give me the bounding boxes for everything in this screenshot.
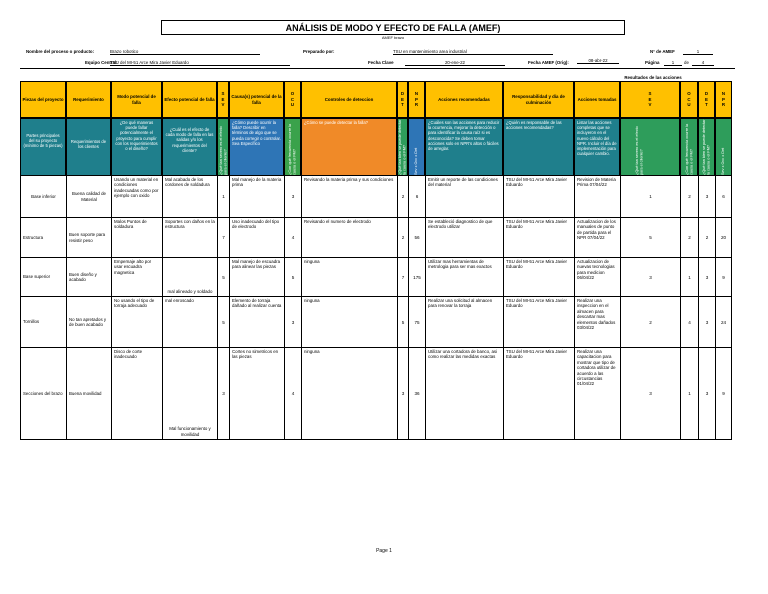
hint-taken: Listar las acciones completas que se incluyeron en el nuevo cálculo del NPR. Incluir el día de implementación para cualquier cambio. [577, 120, 617, 157]
cell-controls: Revisando el numero de electrodo [304, 219, 371, 224]
hint-actions: ¿Cuáles son las acciones para reducir la ocurrencia, mejorar la detección o para identificar la causa raíz si es desconocida? Se deben tomar acciones solo en NPR's altos o fáciles de arreglar. [428, 120, 500, 152]
cell-taken: Revision de Materia Prima 07/04/22 [577, 177, 616, 188]
cell-sev: 3 [222, 391, 225, 396]
cell-cause: Uso inadecuado del tipo de electrodo [232, 219, 280, 230]
cell-requirement: No tan apretados y de buen acabado [69, 316, 107, 327]
header-cause: Causa(s) potencial de la falla [231, 94, 282, 105]
cell-r-occ: 1 [688, 391, 691, 396]
key-date-value: 20-ene-22 [405, 60, 505, 66]
cell-sev: 7 [222, 235, 225, 240]
page-de: de [684, 60, 689, 65]
cell-pieces: Tornillos [23, 319, 40, 325]
header-pieces: Piezas del proyecto [22, 96, 64, 102]
hint-pieces: Partes principales del su proyecto (mínimo de 5 piezas) [23, 133, 63, 149]
cell-r-npr: 24 [720, 319, 727, 325]
hint-sev: ¿Qué tan severo es el efecto para el cliente? [218, 126, 227, 175]
cell-r-npr: 6 [722, 194, 725, 199]
header-r-npr: N P R [721, 91, 726, 108]
cell-det: 5 [401, 319, 405, 325]
header-sev: S E V [221, 91, 225, 108]
cell-occ: 4 [291, 391, 295, 396]
cell-failure-mode: Disco de corte inadecuado [114, 349, 143, 360]
cell-r-det: 3 [705, 194, 709, 199]
cell-npr: 36 [414, 391, 420, 396]
cell-r-npr: 9 [722, 391, 725, 396]
cell-occ: 5 [291, 274, 295, 280]
cell-r-occ: 1 [688, 274, 691, 280]
orig-date-value: 08-abr-22 [577, 58, 619, 64]
cell-r-det: 3 [705, 319, 709, 325]
cell-taken: Realizar una capacitacion para mostrar que tipo de cortadora utilizar de acuerdo a las circustancias 01/04/22 [577, 349, 616, 387]
cell-cause: Mal manejo de la materia prima [232, 177, 282, 188]
cell-controls: ninguna [304, 349, 320, 354]
cell-effect: mal alineado y soldado [167, 288, 213, 294]
header-requirement: Requerimiento [73, 96, 104, 102]
cell-failure-mode: Usando un material en condiciones inadecuadas como por ejemplo con oxido [114, 177, 159, 199]
cell-sev: 5 [222, 319, 225, 325]
cell-pieces: Secciones del brazo [23, 390, 63, 396]
cell-responsibility: TSU del MI-51 Arce Mira Javier Eduardo [506, 349, 567, 360]
cell-cause: Cortes no simetricos en las piezas [232, 349, 279, 360]
amef-no-value: 1 [683, 49, 713, 55]
cell-npr: 75 [414, 319, 420, 325]
hint-npr: Sev x Occ x Det [414, 147, 419, 175]
cell-pieces: Estructura [23, 234, 44, 240]
cell-controls: Revisando la materia prima y sus condiciones [304, 177, 394, 182]
prepared-value: TSU en mantenimiento area industrial [393, 49, 553, 55]
cell-actions: Emitir un reporte de las condiciones del material [428, 177, 498, 188]
hint-det: ¿Qué tan bien se puede detectar la causa o el FM? [398, 119, 407, 175]
header-actions: Acciones recomendadas [438, 96, 490, 102]
header-det: D E T [400, 91, 405, 108]
cell-responsibility: TSU del MI-51 Arce Mira Javier Eduardo [506, 298, 567, 309]
hint-requirement: Requerimientos de los clientes [70, 139, 107, 150]
hint-r-occ: ¿Con qué frecuencia ocurre la causa o el FM? [684, 123, 693, 175]
cell-det: 2 [401, 235, 405, 240]
cell-npr: 56 [414, 235, 420, 240]
cell-effect: mal enroscado [165, 298, 194, 303]
cell-requirement: Buen diseño y acabado [69, 271, 97, 282]
cell-occ: 3 [291, 194, 295, 199]
cell-effect: Mal acabado de los cordones de soldadura [165, 177, 210, 188]
hint-failure-mode: ¿De qué maneras puede fallar potencialmente el proyecto para cumplir con los requerimientos o el diseño? [115, 120, 158, 152]
cell-r-sev: 2 [649, 319, 652, 325]
page-total: 4 [692, 60, 714, 66]
cell-controls: ninguna [304, 298, 320, 303]
team-label: Equipo Central: [85, 60, 118, 65]
header-npr: N P R [414, 91, 419, 108]
cell-responsibility: TSU del MI-51 Arce Mira Javier Eduardo [506, 177, 567, 188]
cell-cause: Elemento de torraja dañado al realizar cuenta [232, 298, 282, 309]
key-date-label: Fecha Clave [368, 60, 394, 65]
cell-responsibility: TSU del MI-51 Arce Mira Javier Eduardo [506, 259, 567, 270]
cell-r-npr: 9 [722, 274, 725, 280]
hint-controls: ¿Cómo se puede detectar la falla? [304, 120, 369, 125]
process-value: Brazo robotico [110, 49, 260, 55]
header-responsibility: Responsabilidad y día de culminación [512, 94, 565, 105]
cell-requirement: Buena movilidad [69, 390, 102, 396]
cell-pieces: Base inferior [31, 193, 56, 199]
cell-controls: ninguna [304, 259, 320, 264]
cell-taken: Actualizacion de los manuales de punto de partida para el NPR 07/04/22 [577, 219, 616, 241]
cell-r-occ: 2 [688, 235, 691, 240]
cell-occ: 3 [291, 319, 295, 325]
cell-r-det: 2 [705, 235, 709, 240]
hint-r-sev: ¿Qué tan severo es el efecto para el cliente? [635, 126, 644, 175]
cell-responsibility: TSU del MI-51 Arce Mira Javier Eduardo [506, 219, 567, 230]
cell-failure-mode: Malos Puntos de soldadura [114, 219, 147, 230]
cell-npr: 6 [415, 194, 419, 199]
cell-det: 2 [401, 194, 405, 199]
cell-taken: Actualizacion de nuevas tecnologias para medicion 06/04/22 [577, 259, 615, 281]
hint-responsibility: ¿Quién es responsable de las acciones recomendadas? [506, 120, 562, 131]
cell-requirement: Buen soporte para resistir peso [69, 232, 106, 243]
cell-r-sev: 3 [649, 274, 652, 280]
cell-pieces: Base superior [23, 274, 51, 280]
cell-r-npr: 20 [720, 235, 727, 240]
cell-npr: 175 [413, 274, 421, 280]
page-title: ANÁLISIS DE MODO Y EFECTO DE FALLA (AMEF) [161, 20, 625, 35]
page-value: 1 [664, 60, 682, 66]
cell-r-occ: 4 [688, 319, 691, 325]
process-label: Nombre del proceso o producto: [26, 49, 95, 54]
header-r-det: D E T [704, 91, 709, 108]
results-label: Resultados de las acciones [624, 75, 682, 80]
cell-actions: Utilizar una cortadora de banco, asi como realizar las medidas exactas [428, 349, 498, 360]
cell-r-sev: 1 [649, 194, 652, 199]
cell-det: 3 [401, 391, 405, 396]
header-failure-mode: Modo potencial de falla [117, 94, 156, 105]
header-r-sev: S E V [648, 91, 652, 108]
hint-cause: ¿Cómo puede ocurrir la falla? Describir en términos de algo que se pueda corregir o controlar. Sea Específico [232, 120, 281, 146]
page-footer: Page 1 [376, 548, 392, 554]
cell-sev: 1 [222, 194, 225, 199]
hint-r-det: ¿Qué tan bien se puede detectar la causa o el FM? [702, 119, 711, 175]
cell-occ: 4 [291, 235, 295, 240]
cell-actions: Se estableció diagnostico de que electrodo utilizar [428, 219, 493, 230]
cell-effect: Soportes con daños en la estructura [165, 219, 215, 230]
cell-r-det: 3 [705, 391, 709, 396]
cell-failure-mode: Empernaje alto por usar escuadra magnetica [114, 259, 152, 275]
header-effect: Efecto potencial de falla [164, 96, 215, 102]
cell-r-sev: 3 [649, 391, 652, 396]
cell-effect: Mal funcionamiento y movilidad [169, 426, 211, 437]
cell-cause: Mal manejo de escuadra para alinear las piezas [232, 259, 281, 270]
cell-sev: 5 [222, 274, 225, 280]
cell-r-sev: 5 [649, 235, 652, 240]
cell-r-occ: 2 [688, 194, 691, 199]
header-taken: Acciones tomadas [577, 96, 617, 102]
hint-effect: ¿Cuál es el efecto de cada modo de falla en las salidas y/o los requerimientos del cliente? [165, 127, 214, 153]
cell-actions: Realizar una solicitud al almacen para renovar la torraja [428, 298, 493, 309]
header-occ: O C U [290, 91, 295, 108]
prepared-label: Preparado por: [303, 49, 335, 54]
cell-taken: Realizar una inspeccion en el almacen para descartar mas elementos dañados 03/04/22 [577, 298, 616, 331]
amef-no-label: N° de AMEF [650, 49, 675, 54]
orig-date-label: Fecha AMEF (Orig): [528, 60, 569, 65]
cell-requirement: Buena calidad de Material [72, 191, 106, 202]
subtitle: AMEF brazo [381, 35, 405, 40]
hint-r-npr: Sev x Occ x Det [721, 147, 726, 175]
cell-actions: Utilizar mas herramientas de metrologia para ser mas exactos [428, 259, 492, 270]
cell-failure-mode: No usando el tipo de torraja adecuado [114, 298, 155, 309]
cell-det: 7 [401, 274, 405, 280]
header-r-occ: O C U [687, 91, 691, 108]
cell-r-det: 3 [705, 274, 709, 280]
header-controls: Controles de deteccion [324, 96, 374, 102]
team-value: TSU del MI-51 Arce Mira Javier Eduardo [110, 60, 290, 66]
page-label: Página [645, 60, 660, 65]
hint-occ: ¿Con qué frecuencia ocurre la causa o el FM? [288, 123, 297, 175]
